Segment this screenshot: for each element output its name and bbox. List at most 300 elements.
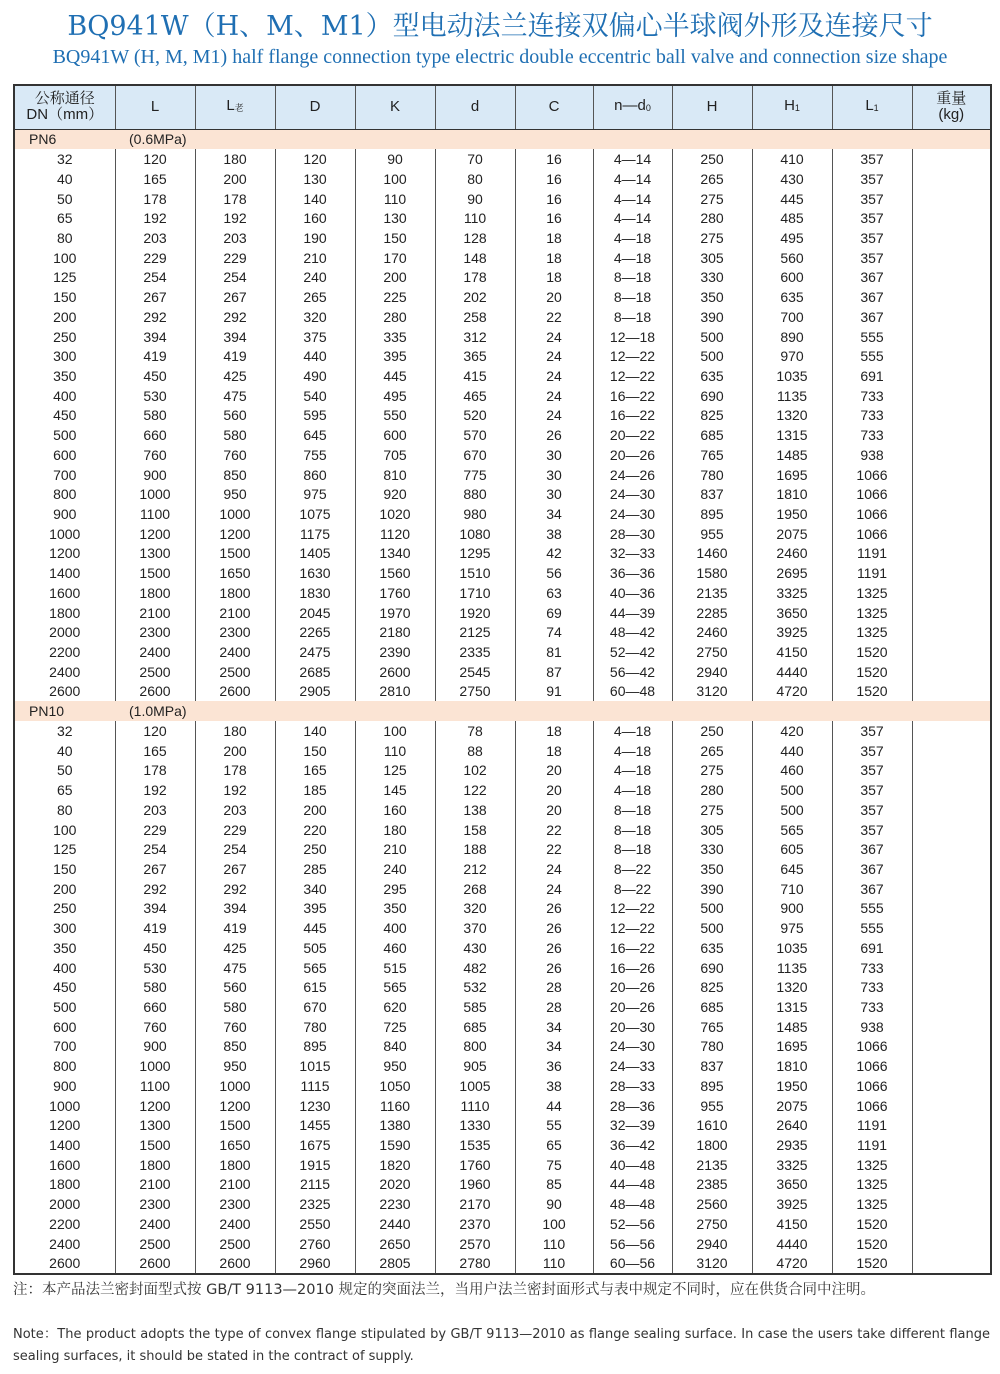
table-row	[14, 248, 991, 268]
cell-l: 267	[115, 859, 195, 879]
table-row	[14, 839, 991, 859]
table-row	[14, 1234, 991, 1254]
cell-k: 2810	[355, 682, 435, 702]
cell-c: 20	[515, 287, 593, 307]
cell-d-inner: 1960	[435, 1175, 515, 1195]
cell-d-inner: 312	[435, 327, 515, 347]
cell-l1: 938	[832, 1017, 912, 1037]
cell-l1: 1325	[832, 583, 912, 603]
cell-l1: 555	[832, 327, 912, 347]
pressure-mpa: (0.6MPa)	[129, 131, 187, 148]
cell-n-d0: 12—18	[593, 327, 672, 347]
cell-l1: 1066	[832, 465, 912, 485]
cell-h1: 1320	[752, 406, 832, 426]
cell-n-d0: 24—30	[593, 1037, 672, 1057]
cell-l-old: 1500	[195, 1115, 275, 1135]
cell-n-d0: 52—56	[593, 1214, 672, 1234]
cell-dn: 350	[14, 366, 115, 386]
cell-h1: 2695	[752, 563, 832, 583]
cell-l: 900	[115, 465, 195, 485]
cell-d-outer: 860	[275, 465, 355, 485]
cell-d-outer: 670	[275, 997, 355, 1017]
cell-l: 229	[115, 248, 195, 268]
cell-d-inner: 1005	[435, 1076, 515, 1096]
table-row	[14, 1056, 991, 1076]
header-l-old-sub: 老	[234, 103, 244, 114]
cell-k: 210	[355, 839, 435, 859]
cell-n-d0: 8—18	[593, 820, 672, 840]
cell-h: 390	[672, 307, 752, 327]
cell-l-old: 580	[195, 997, 275, 1017]
table-row	[14, 425, 991, 445]
cell-d-inner: 2570	[435, 1234, 515, 1254]
cell-dn: 400	[14, 958, 115, 978]
cell-h1: 645	[752, 859, 832, 879]
cell-n-d0: 4—14	[593, 149, 672, 169]
cell-h: 955	[672, 524, 752, 544]
cell-k: 1380	[355, 1115, 435, 1135]
cell-k: 200	[355, 268, 435, 288]
cell-c: 30	[515, 445, 593, 465]
cell-l1: 733	[832, 997, 912, 1017]
cell-dn: 32	[14, 721, 115, 741]
cell-h1: 440	[752, 741, 832, 761]
cell-d-inner: 1510	[435, 563, 515, 583]
cell-l: 178	[115, 761, 195, 781]
cell-d-inner: 320	[435, 899, 515, 919]
cell-c: 26	[515, 958, 593, 978]
cell-l: 900	[115, 1037, 195, 1057]
cell-c: 110	[515, 1234, 593, 1254]
pressure-class: PN6	[29, 131, 57, 148]
cell-l1: 367	[832, 879, 912, 899]
cell-h1: 970	[752, 346, 832, 366]
cell-l: 2100	[115, 1175, 195, 1195]
cell-n-d0: 20—26	[593, 997, 672, 1017]
cell-k: 1590	[355, 1135, 435, 1155]
cell-h: 2285	[672, 603, 752, 623]
cell-n-d0: 48—42	[593, 622, 672, 642]
table-header-row	[14, 85, 991, 129]
cell-d-outer: 130	[275, 169, 355, 189]
cell-dn: 2200	[14, 1214, 115, 1234]
cell-l: 580	[115, 406, 195, 426]
cell-n-d0: 8—22	[593, 879, 672, 899]
cell-c: 22	[515, 307, 593, 327]
cell-dn: 2400	[14, 662, 115, 682]
cell-h1: 3325	[752, 583, 832, 603]
cell-d-inner: 110	[435, 208, 515, 228]
cell-d-outer: 780	[275, 1017, 355, 1037]
cell-d-inner: 90	[435, 189, 515, 209]
cell-h1: 1320	[752, 977, 832, 997]
table-row	[14, 622, 991, 642]
cell-weight	[912, 1194, 991, 1214]
cell-d-inner: 415	[435, 366, 515, 386]
cell-weight	[912, 918, 991, 938]
cell-l1: 1325	[832, 603, 912, 623]
cell-h1: 1950	[752, 1076, 832, 1096]
cell-weight	[912, 603, 991, 623]
cell-weight	[912, 1135, 991, 1155]
cell-c: 18	[515, 248, 593, 268]
cell-l: 1000	[115, 484, 195, 504]
cell-l-old: 292	[195, 879, 275, 899]
cell-l: 254	[115, 839, 195, 859]
cell-l1: 555	[832, 346, 912, 366]
cell-l: 1200	[115, 524, 195, 544]
cell-h1: 3925	[752, 1194, 832, 1214]
cell-k: 1020	[355, 504, 435, 524]
cell-c: 18	[515, 741, 593, 761]
cell-l-old: 419	[195, 918, 275, 938]
cell-weight	[912, 425, 991, 445]
cell-dn: 100	[14, 820, 115, 840]
cell-h: 765	[672, 445, 752, 465]
cell-l: 530	[115, 958, 195, 978]
cell-n-d0: 16—22	[593, 406, 672, 426]
cell-n-d0: 32—33	[593, 544, 672, 564]
cell-c: 24	[515, 366, 593, 386]
cell-d-inner: 685	[435, 1017, 515, 1037]
cell-l-old: 850	[195, 1037, 275, 1057]
cell-d-inner: 520	[435, 406, 515, 426]
cell-c: 22	[515, 820, 593, 840]
cell-l-old: 475	[195, 386, 275, 406]
cell-weight	[912, 859, 991, 879]
cell-l1: 691	[832, 938, 912, 958]
table-row	[14, 761, 991, 781]
cell-l-old: 1000	[195, 504, 275, 524]
table-row	[14, 938, 991, 958]
table-row	[14, 879, 991, 899]
cell-dn: 700	[14, 465, 115, 485]
cell-weight	[912, 721, 991, 741]
table-row	[14, 1115, 991, 1135]
cell-d-inner: 178	[435, 268, 515, 288]
header-l1-sub: 1	[873, 103, 879, 114]
cell-n-d0: 40—48	[593, 1155, 672, 1175]
cell-n-d0: 4—18	[593, 761, 672, 781]
cell-k: 1160	[355, 1096, 435, 1116]
cell-d-outer: 505	[275, 938, 355, 958]
cell-c: 85	[515, 1175, 593, 1195]
cell-c: 24	[515, 346, 593, 366]
cell-c: 38	[515, 524, 593, 544]
cell-h1: 445	[752, 189, 832, 209]
cell-dn: 1600	[14, 1155, 115, 1175]
cell-n-d0: 52—42	[593, 642, 672, 662]
table-row	[14, 504, 991, 524]
cell-l1: 1066	[832, 484, 912, 504]
cell-l: 1100	[115, 1076, 195, 1096]
cell-k: 1120	[355, 524, 435, 544]
cell-n-d0: 20—22	[593, 425, 672, 445]
cell-d-outer: 2325	[275, 1194, 355, 1214]
cell-weight	[912, 839, 991, 859]
cell-h1: 1035	[752, 938, 832, 958]
header-weight-cn: 重量	[936, 90, 967, 108]
cell-h1: 1135	[752, 958, 832, 978]
cell-l-old: 394	[195, 327, 275, 347]
cell-h: 275	[672, 800, 752, 820]
pressure-section-cell	[14, 129, 991, 149]
cell-d-outer: 1115	[275, 1076, 355, 1096]
cell-n-d0: 56—56	[593, 1234, 672, 1254]
cell-l: 203	[115, 228, 195, 248]
cell-h: 280	[672, 780, 752, 800]
cell-d-outer: 1075	[275, 504, 355, 524]
cell-h1: 3925	[752, 622, 832, 642]
cell-dn: 50	[14, 189, 115, 209]
header-d-inner: d	[435, 85, 515, 129]
table-row	[14, 287, 991, 307]
cell-d-outer: 615	[275, 977, 355, 997]
cell-dn: 600	[14, 445, 115, 465]
cell-d-outer: 265	[275, 287, 355, 307]
cell-dn: 250	[14, 327, 115, 347]
cell-weight	[912, 958, 991, 978]
table-row	[14, 1214, 991, 1234]
pressure-class: PN10	[29, 703, 65, 720]
cell-d-inner: 148	[435, 248, 515, 268]
cell-k: 145	[355, 780, 435, 800]
cell-h: 265	[672, 741, 752, 761]
cell-d-outer: 445	[275, 918, 355, 938]
cell-h: 837	[672, 1056, 752, 1076]
cell-d-inner: 570	[435, 425, 515, 445]
cell-h: 765	[672, 1017, 752, 1037]
cell-l1: 357	[832, 248, 912, 268]
cell-weight	[912, 465, 991, 485]
cell-l-old: 1500	[195, 544, 275, 564]
cell-d-outer: 2265	[275, 622, 355, 642]
cell-n-d0: 4—18	[593, 741, 672, 761]
cell-n-d0: 24—33	[593, 1056, 672, 1076]
cell-c: 81	[515, 642, 593, 662]
cell-l: 660	[115, 425, 195, 445]
cell-k: 160	[355, 800, 435, 820]
cell-d-outer: 250	[275, 839, 355, 859]
cell-k: 920	[355, 484, 435, 504]
table-row	[14, 1076, 991, 1096]
cell-l: 419	[115, 346, 195, 366]
cell-k: 2390	[355, 642, 435, 662]
cell-n-d0: 8—18	[593, 268, 672, 288]
cell-h: 690	[672, 386, 752, 406]
cell-n-d0: 28—30	[593, 524, 672, 544]
cell-l-old: 254	[195, 839, 275, 859]
cell-l: 660	[115, 997, 195, 1017]
cell-d-inner: 1110	[435, 1096, 515, 1116]
cell-d-outer: 645	[275, 425, 355, 445]
cell-k: 1760	[355, 583, 435, 603]
table-row	[14, 899, 991, 919]
header-h1-sub: 1	[794, 103, 800, 114]
cell-h: 895	[672, 1076, 752, 1096]
cell-dn: 300	[14, 346, 115, 366]
cell-d-outer: 595	[275, 406, 355, 426]
header-dn-cn: 公称通径	[34, 90, 95, 108]
cell-d-outer: 165	[275, 761, 355, 781]
cell-d-outer: 1675	[275, 1135, 355, 1155]
cell-k: 950	[355, 1056, 435, 1076]
cell-dn: 400	[14, 386, 115, 406]
cell-dn: 1400	[14, 563, 115, 583]
cell-n-d0: 4—14	[593, 189, 672, 209]
cell-d-outer: 375	[275, 327, 355, 347]
cell-d-outer: 1015	[275, 1056, 355, 1076]
cell-d-inner: 1535	[435, 1135, 515, 1155]
cell-dn: 65	[14, 780, 115, 800]
cell-l1: 691	[832, 366, 912, 386]
cell-k: 810	[355, 465, 435, 485]
cell-l: 419	[115, 918, 195, 938]
cell-h: 500	[672, 327, 752, 347]
cell-dn: 100	[14, 248, 115, 268]
cell-h: 895	[672, 504, 752, 524]
cell-h1: 635	[752, 287, 832, 307]
cell-n-d0: 4—18	[593, 780, 672, 800]
cell-l1: 733	[832, 406, 912, 426]
cell-h1: 1485	[752, 445, 832, 465]
header-weight	[912, 85, 991, 129]
cell-k: 2440	[355, 1214, 435, 1234]
cell-weight	[912, 1076, 991, 1096]
cell-d-outer: 540	[275, 386, 355, 406]
cell-dn: 2000	[14, 622, 115, 642]
cell-n-d0: 20—30	[593, 1017, 672, 1037]
cell-c: 16	[515, 189, 593, 209]
cell-c: 34	[515, 1017, 593, 1037]
cell-l-old: 2300	[195, 622, 275, 642]
cell-k: 2600	[355, 662, 435, 682]
cell-l-old: 1800	[195, 1155, 275, 1175]
cell-n-d0: 12—22	[593, 918, 672, 938]
header-dn	[14, 85, 115, 129]
cell-h1: 890	[752, 327, 832, 347]
cell-dn: 50	[14, 761, 115, 781]
cell-k: 2650	[355, 1234, 435, 1254]
cell-c: 38	[515, 1076, 593, 1096]
cell-n-d0: 4—18	[593, 721, 672, 741]
cell-dn: 125	[14, 839, 115, 859]
cell-c: 65	[515, 1135, 593, 1155]
cell-k: 180	[355, 820, 435, 840]
table-row	[14, 820, 991, 840]
cell-l-old: 2400	[195, 1214, 275, 1234]
cell-dn: 40	[14, 169, 115, 189]
cell-h1: 1315	[752, 425, 832, 445]
cell-l1: 357	[832, 761, 912, 781]
cell-d-inner: 465	[435, 386, 515, 406]
cell-weight	[912, 1115, 991, 1135]
cell-h1: 2460	[752, 544, 832, 564]
cell-l1: 357	[832, 741, 912, 761]
cell-h: 685	[672, 997, 752, 1017]
cell-d-outer: 1830	[275, 583, 355, 603]
cell-h: 825	[672, 406, 752, 426]
cell-l-old: 192	[195, 780, 275, 800]
cell-l: 2600	[115, 682, 195, 702]
cell-k: 1820	[355, 1155, 435, 1175]
cell-k: 1970	[355, 603, 435, 623]
cell-k: 350	[355, 899, 435, 919]
cell-dn: 200	[14, 879, 115, 899]
cell-d-outer: 1175	[275, 524, 355, 544]
cell-d-inner: 430	[435, 938, 515, 958]
header-n-d0-base: n—d	[614, 97, 646, 115]
cell-h1: 605	[752, 839, 832, 859]
cell-l-old: 200	[195, 741, 275, 761]
cell-h: 1580	[672, 563, 752, 583]
cell-d-outer: 140	[275, 721, 355, 741]
cell-d-outer: 2960	[275, 1253, 355, 1274]
cell-weight	[912, 899, 991, 919]
cell-l1: 357	[832, 228, 912, 248]
table-row	[14, 307, 991, 327]
cell-l-old: 760	[195, 445, 275, 465]
cell-weight	[912, 386, 991, 406]
cell-d-outer: 150	[275, 741, 355, 761]
cell-n-d0: 4—18	[593, 248, 672, 268]
table-row	[14, 859, 991, 879]
cell-l-old: 1200	[195, 524, 275, 544]
cell-l: 760	[115, 1017, 195, 1037]
cell-l: 267	[115, 287, 195, 307]
cell-d-inner: 128	[435, 228, 515, 248]
cell-d-outer: 200	[275, 800, 355, 820]
cell-c: 55	[515, 1115, 593, 1135]
cell-h1: 1950	[752, 504, 832, 524]
cell-l: 2400	[115, 1214, 195, 1234]
cell-n-d0: 12—22	[593, 899, 672, 919]
cell-h1: 460	[752, 761, 832, 781]
footnote-en: Note：The product adopts the type of convex flange stipulated by GB/T 9113—2010 as flange sealing surface. In case the users take different flange sealing surfaces, it should be stated in the contract of supply.	[13, 1327, 990, 1364]
cell-n-d0: 4—14	[593, 208, 672, 228]
cell-d-inner: 1920	[435, 603, 515, 623]
cell-k: 170	[355, 248, 435, 268]
cell-l-old: 1650	[195, 563, 275, 583]
cell-weight	[912, 504, 991, 524]
table-row	[14, 1155, 991, 1175]
cell-l: 178	[115, 189, 195, 209]
table-row	[14, 366, 991, 386]
cell-weight	[912, 583, 991, 603]
cell-l: 1200	[115, 1096, 195, 1116]
cell-l-old: 192	[195, 208, 275, 228]
cell-l-old: 2400	[195, 642, 275, 662]
table-row	[14, 406, 991, 426]
cell-l-old: 180	[195, 721, 275, 741]
cell-dn: 700	[14, 1037, 115, 1057]
cell-n-d0: 28—36	[593, 1096, 672, 1116]
cell-h: 330	[672, 268, 752, 288]
table-row	[14, 583, 991, 603]
cell-h1: 4720	[752, 682, 832, 702]
cell-dn: 40	[14, 741, 115, 761]
cell-weight	[912, 366, 991, 386]
cell-h1: 1695	[752, 465, 832, 485]
cell-n-d0: 8—22	[593, 859, 672, 879]
cell-h: 635	[672, 938, 752, 958]
cell-h: 635	[672, 366, 752, 386]
cell-l-old: 1200	[195, 1096, 275, 1116]
cell-l1: 1325	[832, 622, 912, 642]
cell-h1: 4440	[752, 662, 832, 682]
cell-n-d0: 16—26	[593, 958, 672, 978]
cell-l: 1000	[115, 1056, 195, 1076]
